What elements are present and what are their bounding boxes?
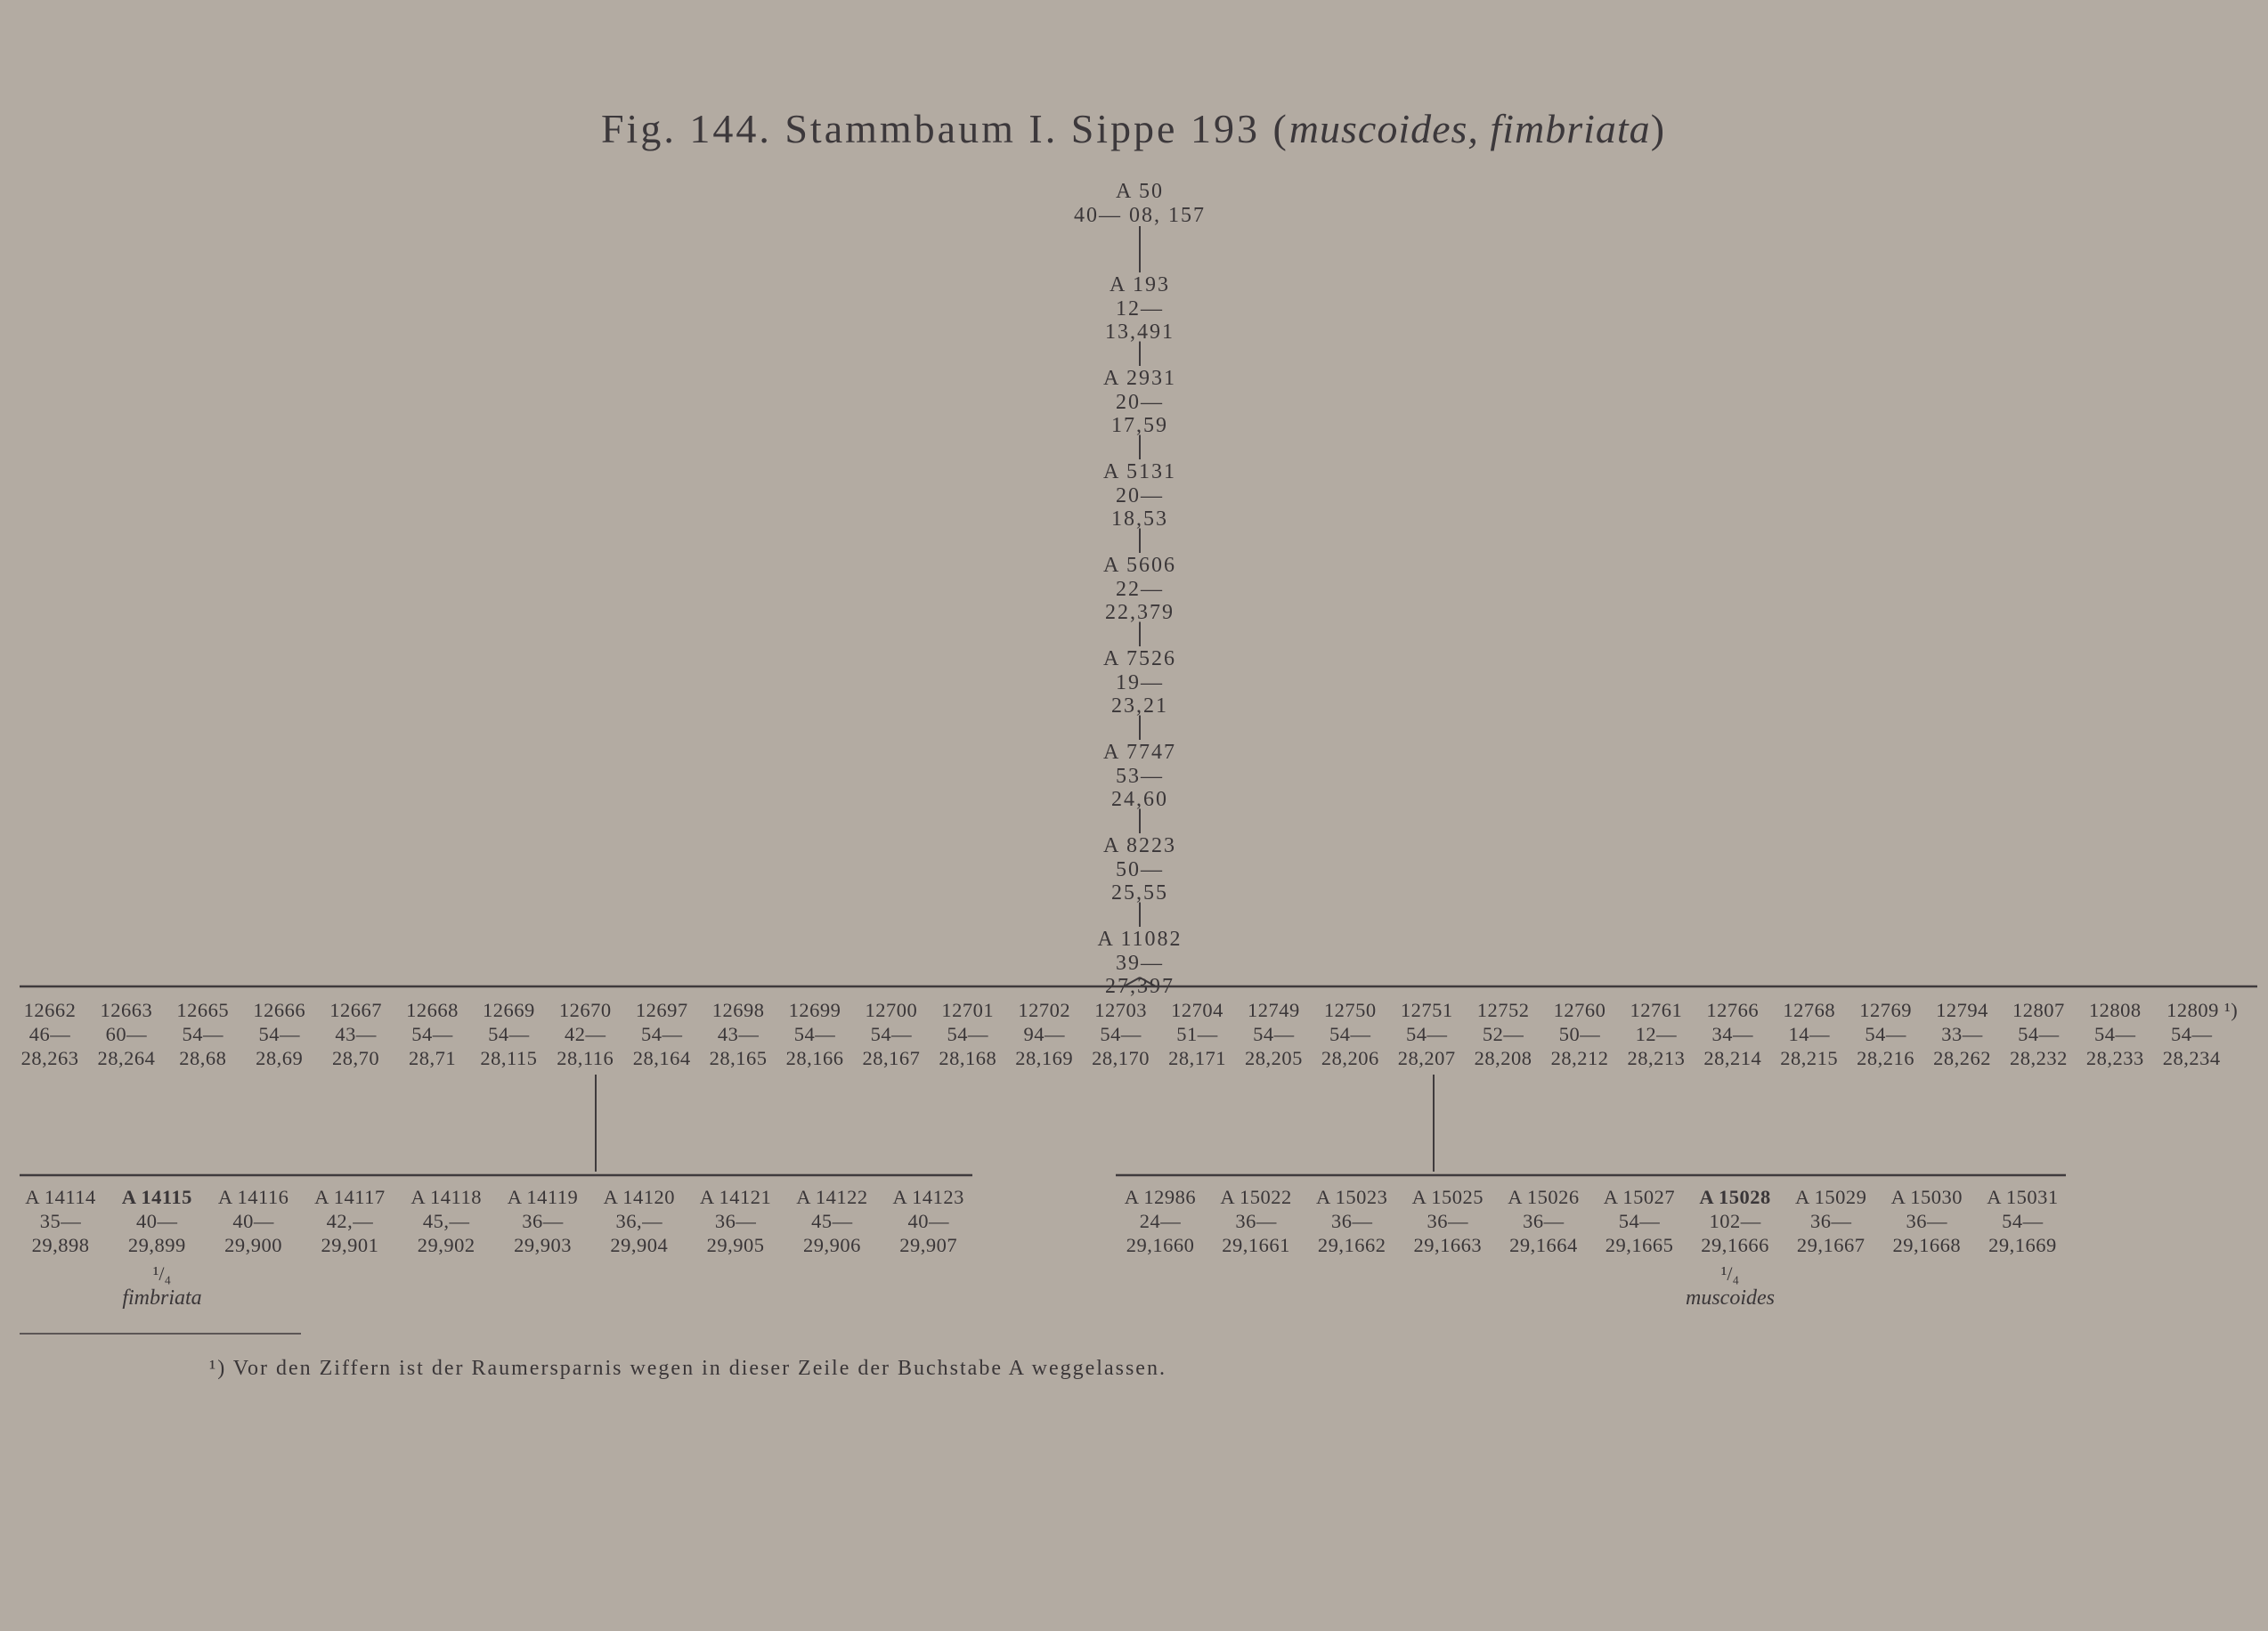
fimbriata_group-node-line2: 29,902 [417,1234,476,1256]
generation-node-line1: 54— [488,1023,530,1045]
fimbriata_group-label: fimbriata [122,1286,202,1310]
muscoides_group-node-id: A 15029 [1794,1186,1867,1208]
generation-node-line2: 28,216 [1857,1047,1915,1069]
fimbriata_group-node-line2: 29,907 [899,1234,958,1256]
generation-node-line1: 54— [1253,1023,1295,1045]
fimbriata_group-node-line1: 40— [136,1210,178,1232]
fimbriata_group-node-line1: 36— [522,1210,564,1232]
generation-node-line2: 28,232 [2009,1047,2068,1069]
generation-node-line2: 28,234 [2162,1047,2221,1069]
generation-node-line1: 33— [1941,1023,1983,1045]
fimbriata_group-node-id: A 14120 [603,1186,675,1208]
generation-node-id: 12761 [1630,999,1683,1021]
generation-node-id: 12766 [1706,999,1760,1021]
fimbriata_group-node-line2: 29,901 [321,1234,379,1256]
generation-node-line2: 28,263 [20,1047,79,1069]
generation-node-line2: 28,115 [480,1047,538,1069]
muscoides_group-node-line2: 29,1668 [1892,1234,1962,1256]
generation-node-id: 12702 [1018,999,1071,1021]
generation-node-id: 12698 [711,999,765,1021]
generation-node-id: 12701 [941,999,995,1021]
generation-node-line2: 28,169 [1015,1047,1074,1069]
chain-node-line2: 25,55 [1111,881,1168,905]
generation-node-line2: 28,71 [408,1047,457,1069]
generation-node-line2: 28,214 [1703,1047,1762,1069]
generation-node-line1: 50— [1558,1023,1601,1045]
muscoides_group-node-id: A 15031 [1987,1186,2059,1208]
fimbriata_group-node-line2: 29,899 [127,1234,186,1256]
chain-node-id: A 5606 [1102,554,1176,577]
generation-node-id: 12808 [2088,999,2142,1021]
generation-node-id: 12697 [635,999,688,1021]
generation-node-line1: 60— [105,1023,148,1045]
generation-node-line1: 54— [870,1023,913,1045]
generation-node-id: 12667 [329,999,382,1021]
generation-node-line2: 28,170 [1092,1047,1150,1069]
chain-node-line1: 40— 08, 157 [1074,203,1206,227]
chain-node-line1: 50— [1116,857,1164,881]
fimbriata_group-node-id: A 14119 [507,1186,579,1208]
generation-node-line1: 54— [640,1023,683,1045]
fimbriata_group-node-id: A 14123 [892,1186,964,1208]
generation-node-line1: 43— [335,1023,377,1045]
generation-node-line1: 54— [2094,1023,2136,1045]
generation-node-id: 12700 [865,999,918,1021]
chain-node-line1: 19— [1116,670,1164,694]
generation-node-line1: 94— [1023,1023,1065,1045]
muscoides_group-node-line1: 54— [2002,1210,2044,1232]
fimbriata_group-node-id: A 14117 [314,1186,386,1208]
muscoides_group-label: muscoides [1686,1286,1775,1310]
fimbriata_group-node-line2: 29,904 [610,1234,669,1256]
fimbriata_group-node-line2: 29,900 [224,1234,283,1256]
chain-node-line2: 13,491 [1105,321,1175,344]
generation-node-line1: 54— [1100,1023,1142,1045]
generation-node-line2: 28,212 [1550,1047,1609,1069]
generation-node-id: 12749 [1248,999,1300,1021]
fimbriata_group-node-line2: 29,903 [514,1234,572,1256]
muscoides_group-node-line2: 29,1664 [1509,1234,1578,1256]
generation-node-line2: 28,168 [939,1047,997,1069]
generation-node-line1: 34— [1711,1023,1754,1045]
generation-node-id: 12699 [788,999,841,1021]
generation-node-line1: 54— [1865,1023,1906,1045]
muscoides_group-node-line2: 29,1663 [1413,1234,1483,1256]
generation-node-line1: 54— [1329,1023,1371,1045]
generation-node-line2: 28,166 [785,1047,844,1069]
fimbriata_group-node-line1: 40— [907,1210,949,1232]
generation-node-line1: 43— [717,1023,760,1045]
fimbriata_group-node-line2: 29,898 [31,1234,90,1256]
generation-node-id: 12703 [1094,999,1147,1021]
muscoides_group-node-line2: 29,1660 [1126,1234,1195,1256]
generation-node-line1: 51— [1176,1023,1218,1045]
chain-node-id: A 7526 [1102,647,1176,670]
muscoides_group-node-line1: 36— [1906,1210,1948,1232]
muscoides_group-node-id: A 15023 [1315,1186,1388,1208]
muscoides_group-node-line2: 29,1669 [1988,1234,2057,1256]
fimbriata_group-node-id: A 14115 [121,1186,192,1208]
generation-node-line1: 54— [2170,1023,2213,1045]
generation-node-line1: 52— [1482,1023,1524,1045]
muscoides_group-node-line1: 54— [1618,1210,1661,1232]
muscoides_group-node-id: A 15027 [1603,1186,1676,1208]
generation-node-id: 12666 [253,999,306,1021]
generation-node-line1: 46— [28,1023,71,1045]
chain-node-line2: 24,60 [1111,788,1168,811]
muscoides_group-node-line2: 29,1666 [1701,1234,1769,1256]
fimbriata_group-node-line1: 42,— [326,1210,374,1232]
generation-node-id: 12769 [1859,999,1912,1021]
fimbriata_group-node-line1: 45— [811,1210,853,1232]
generation-node-line1: 54— [182,1023,224,1045]
muscoides_group-node-id: A 15022 [1220,1186,1292,1208]
chain-node-line2: 22,379 [1105,601,1175,624]
generation-node-id: 12665 [176,999,230,1021]
muscoides_group-node-id: A 15030 [1890,1186,1963,1208]
muscoides_group-node-line1: 36— [1427,1210,1469,1232]
generation-node-id: 12704 [1171,999,1223,1021]
generation-node-id: 12807 [2012,999,2065,1021]
muscoides_group-node-line2: 29,1665 [1605,1234,1674,1256]
generation-node-line2: 28,165 [709,1047,768,1069]
muscoides_group-node-line2: 29,1662 [1317,1234,1386,1256]
chain-node-line2: 23,21 [1111,694,1168,718]
fimbriata_group-node-id: A 14116 [217,1186,289,1208]
generation-node-line2: 28,167 [862,1047,921,1069]
chain-node-id: A 193 [1109,273,1170,296]
generation-node-id: 12768 [1783,999,1836,1021]
title-suffix: ) [1650,106,1668,151]
generation-node-line1: 54— [411,1023,453,1045]
generation-node-id: 12750 [1323,999,1377,1021]
chain-node-line2: 17,59 [1111,414,1168,437]
generation-node-line2: 28,207 [1397,1047,1456,1069]
fimbriata_group-node-line1: 36,— [615,1210,663,1232]
chain-node-id: A 11082 [1097,928,1183,951]
generation-node-line1: 14— [1788,1023,1830,1045]
chain-node-id: A 5131 [1102,460,1176,483]
muscoides_group-node-line2: 29,1667 [1796,1234,1866,1256]
generation-node-id: 12794 [1936,999,1988,1021]
fimbriata_group-node-id: A 14114 [25,1186,96,1208]
chain-node-line1: 20— [1116,483,1164,507]
generation-node-line1: 42— [565,1023,606,1045]
chain-node-line1: 20— [1116,390,1164,414]
generation-node-id: 12669 [483,999,535,1021]
fimbriata_group-node-id: A 14122 [796,1186,868,1208]
generation-node-line2: 28,205 [1244,1047,1303,1069]
footnote: ¹) Vor den Ziffern ist der Raumersparnis wegen in dieser Zeile der Buchstabe A weggelassen. [209,1357,1167,1380]
muscoides_group-node-line1: 36— [1809,1210,1852,1232]
generation-node-line2: 28,70 [332,1047,380,1069]
muscoides_group-node-line1: 24— [1139,1210,1182,1232]
muscoides_group-fraction: ¹/₄ [1720,1262,1740,1285]
generation-node-line2: 28,69 [256,1047,304,1069]
chain-node-id: A 2931 [1102,367,1176,390]
generation-node-id: 12751 [1400,999,1453,1021]
muscoides_group-node-line1: 36— [1523,1210,1565,1232]
generation-node-line2: 28,233 [2085,1047,2144,1069]
fimbriata_group-node-line1: 45,— [422,1210,470,1232]
fimbriata_group-node-id: A 14118 [411,1186,482,1208]
generation-node-id: 12752 [1476,999,1530,1021]
generation-node-id: 12670 [558,999,612,1021]
chain-node-line1: 22— [1116,577,1164,601]
fimbriata_group-node-id: A 14121 [699,1186,772,1208]
chain-node-line1: 53— [1116,764,1164,788]
title-prefix: Fig. 144. Stammbaum I. Sippe 193 ( [600,106,1289,151]
generation-node-line2: 28,68 [179,1047,227,1069]
fimbriata_group-node-line2: 29,906 [802,1234,861,1256]
generation-node-line2: 28,171 [1168,1047,1226,1069]
generation-node-id: 12662 [23,999,77,1021]
generation-node-line2: 28,215 [1780,1047,1839,1069]
generation-node-line1: 54— [793,1023,836,1045]
fimbriata_group-fraction: ¹/₄ [152,1262,172,1285]
fimbriata_group-node-line1: 40— [232,1210,274,1232]
generation-node-id: 12668 [406,999,459,1021]
fimbriata_group-node-line1: 35— [39,1210,82,1232]
muscoides_group-node-id: A 15026 [1508,1186,1580,1208]
chain-node-line1: 12— [1116,296,1164,321]
generation-node-line1: 54— [2018,1023,2060,1045]
muscoides_group-node-line2: 29,1661 [1222,1234,1290,1256]
fimbriata_group-node-line2: 29,905 [706,1234,765,1256]
title-italic: muscoides, fimbriata [1288,106,1651,151]
muscoides_group-node-id: A 15028 [1699,1186,1771,1208]
chain-node-line2: 27,397 [1105,975,1175,998]
muscoides_group-node-line1: 36— [1330,1210,1373,1232]
generation-node-line2: 28,264 [97,1047,156,1069]
generation-node-line2: 28,164 [632,1047,691,1069]
generation-node-id: 12809 ¹) [2166,999,2239,1021]
chain-node-line1: 39— [1116,951,1164,975]
generation-node-line2: 28,213 [1627,1047,1686,1069]
muscoides_group-node-id: A 12986 [1124,1186,1197,1208]
generation-node-line1: 12— [1635,1023,1678,1045]
generation-node-line2: 28,116 [557,1047,614,1069]
generation-node-id: 12760 [1553,999,1606,1021]
chain-node-id: A 8223 [1102,834,1176,857]
generation-node-line1: 54— [947,1023,989,1045]
muscoides_group-node-id: A 15025 [1411,1186,1484,1208]
muscoides_group-node-line1: 102— [1709,1210,1761,1232]
generation-node-line2: 28,262 [1933,1047,1991,1069]
chain-node-id: A 7747 [1102,741,1176,764]
muscoides_group-node-line1: 36— [1235,1210,1277,1232]
generation-node-line1: 54— [258,1023,300,1045]
generation-node-line2: 28,206 [1321,1047,1379,1069]
generation-node-id: 12663 [100,999,153,1021]
fimbriata_group-node-line1: 36— [714,1210,757,1232]
chain-node-id: A 50 [1115,180,1164,203]
chain-node-line2: 18,53 [1111,507,1168,531]
generation-node-line1: 54— [1405,1023,1448,1045]
generation-node-line2: 28,208 [1474,1047,1532,1069]
